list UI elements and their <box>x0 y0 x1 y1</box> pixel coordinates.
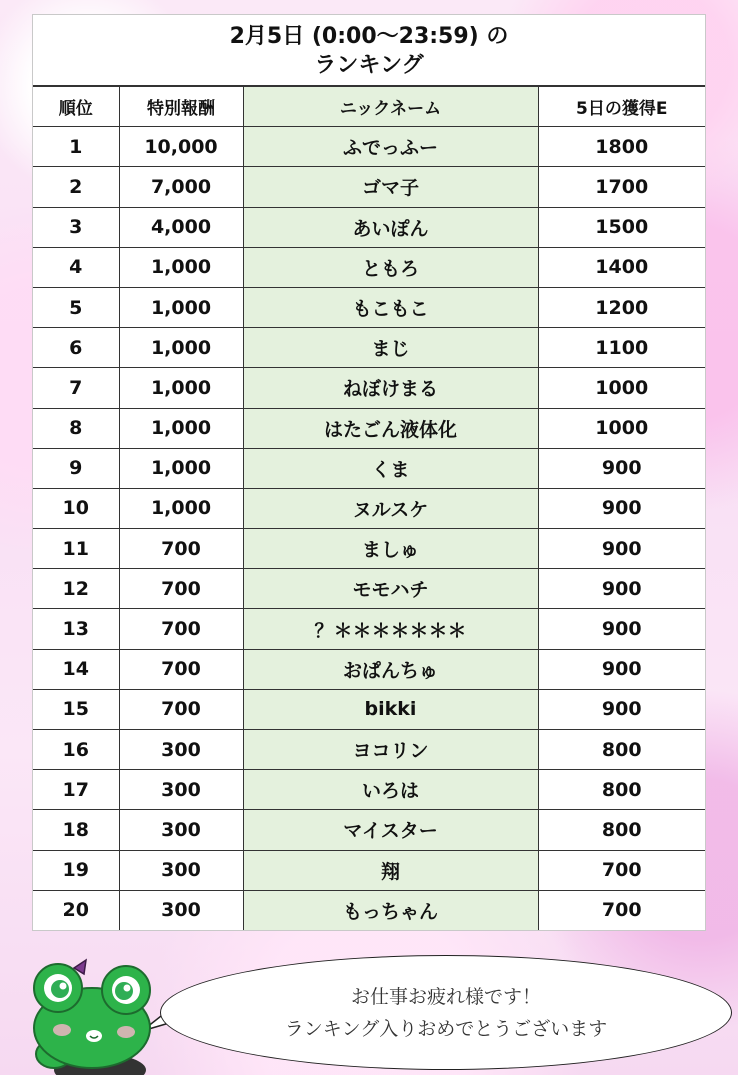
nickname-cell: ヨコリン <box>243 730 538 770</box>
nickname-cell: ねぼけまる <box>243 368 538 408</box>
points-cell: 900 <box>538 488 705 528</box>
speech-bubble <box>160 955 732 1070</box>
points-cell: 1000 <box>538 408 705 448</box>
ranking-panel <box>32 14 706 931</box>
reward-cell: 300 <box>119 890 243 930</box>
points-cell: 900 <box>538 649 705 689</box>
table-row <box>33 488 705 528</box>
reward-cell: 10,000 <box>119 127 243 167</box>
reward-cell: 1,000 <box>119 247 243 287</box>
table-row <box>33 890 705 930</box>
rank-cell: 16 <box>33 730 119 770</box>
rank-cell: 9 <box>33 448 119 488</box>
points-cell: 800 <box>538 770 705 810</box>
header-points: 5日の獲得E <box>538 87 705 127</box>
speech-line-2: ランキング入りおめでとうございます <box>284 1017 608 1040</box>
table-row <box>33 368 705 408</box>
nickname-cell: モモハチ <box>243 569 538 609</box>
reward-cell: 300 <box>119 730 243 770</box>
table-row <box>33 770 705 810</box>
points-cell: 800 <box>538 730 705 770</box>
rank-cell: 11 <box>33 529 119 569</box>
rank-cell: 2 <box>33 167 119 207</box>
nickname-cell: おぱんちゅ <box>243 649 538 689</box>
reward-cell: 300 <box>119 850 243 890</box>
header-nickname: ニックネーム <box>243 87 538 127</box>
table-row <box>33 287 705 327</box>
nickname-cell: ？＊＊＊＊＊＊＊ <box>243 609 538 649</box>
nickname-cell: bikki <box>243 689 538 729</box>
reward-cell: 1,000 <box>119 287 243 327</box>
table-row <box>33 247 705 287</box>
table-row <box>33 810 705 850</box>
reward-cell: 700 <box>119 649 243 689</box>
ranking-title <box>33 15 705 86</box>
points-cell: 900 <box>538 529 705 569</box>
rank-cell: 20 <box>33 890 119 930</box>
points-cell: 1200 <box>538 287 705 327</box>
rank-cell: 1 <box>33 127 119 167</box>
table-row <box>33 689 705 729</box>
rank-cell: 14 <box>33 649 119 689</box>
points-cell: 700 <box>538 890 705 930</box>
table-row <box>33 730 705 770</box>
points-cell: 1100 <box>538 328 705 368</box>
rank-cell: 6 <box>33 328 119 368</box>
table-row <box>33 328 705 368</box>
table-row <box>33 448 705 488</box>
table-row <box>33 207 705 247</box>
nickname-cell: ともろ <box>243 247 538 287</box>
points-cell: 800 <box>538 810 705 850</box>
reward-cell: 1,000 <box>119 448 243 488</box>
header-rank: 順位 <box>33 87 119 127</box>
nickname-cell: もこもこ <box>243 287 538 327</box>
rank-cell: 18 <box>33 810 119 850</box>
reward-cell: 700 <box>119 529 243 569</box>
rank-cell: 4 <box>33 247 119 287</box>
points-cell: 900 <box>538 569 705 609</box>
points-cell: 1500 <box>538 207 705 247</box>
points-cell: 900 <box>538 689 705 729</box>
table-row <box>33 529 705 569</box>
nickname-cell: くま <box>243 448 538 488</box>
table-row <box>33 167 705 207</box>
table-row <box>33 569 705 609</box>
nickname-cell: 翔 <box>243 850 538 890</box>
rank-cell: 3 <box>33 207 119 247</box>
speech-line-1: お仕事お疲れ様です！ <box>350 985 541 1008</box>
points-cell: 1800 <box>538 127 705 167</box>
reward-cell: 300 <box>119 810 243 850</box>
reward-cell: 700 <box>119 689 243 729</box>
header-reward: 特別報酬 <box>119 87 243 127</box>
title-line-2: ランキング <box>314 53 424 78</box>
points-cell: 1400 <box>538 247 705 287</box>
table-row <box>33 609 705 649</box>
nickname-cell: ゴマ子 <box>243 167 538 207</box>
rank-cell: 12 <box>33 569 119 609</box>
nickname-cell: ましゅ <box>243 529 538 569</box>
reward-cell: 700 <box>119 569 243 609</box>
rank-cell: 15 <box>33 689 119 729</box>
nickname-cell: もっちゃん <box>243 890 538 930</box>
reward-cell: 4,000 <box>119 207 243 247</box>
points-cell: 1000 <box>538 368 705 408</box>
rank-cell: 8 <box>33 408 119 448</box>
nickname-cell: はたごん液体化 <box>243 408 538 448</box>
table-row <box>33 127 705 167</box>
title-line-1: 2月5日 (0:00〜23:59) の <box>229 24 509 49</box>
table-row <box>33 408 705 448</box>
nickname-cell: ヌルスケ <box>243 488 538 528</box>
rank-cell: 13 <box>33 609 119 649</box>
table-row <box>33 850 705 890</box>
rank-cell: 10 <box>33 488 119 528</box>
points-cell: 900 <box>538 609 705 649</box>
reward-cell: 300 <box>119 770 243 810</box>
frog-mascot-icon <box>14 958 166 1075</box>
reward-cell: 700 <box>119 609 243 649</box>
reward-cell: 1,000 <box>119 368 243 408</box>
points-cell: 900 <box>538 448 705 488</box>
ranking-table <box>33 86 705 930</box>
table-row <box>33 649 705 689</box>
rank-cell: 7 <box>33 368 119 408</box>
points-cell: 700 <box>538 850 705 890</box>
reward-cell: 1,000 <box>119 488 243 528</box>
nickname-cell: マイスター <box>243 810 538 850</box>
reward-cell: 1,000 <box>119 408 243 448</box>
points-cell: 1700 <box>538 167 705 207</box>
rank-cell: 5 <box>33 287 119 327</box>
nickname-cell: あいぽん <box>243 207 538 247</box>
rank-cell: 19 <box>33 850 119 890</box>
table-header-row <box>33 87 705 127</box>
nickname-cell: いろは <box>243 770 538 810</box>
nickname-cell: ふでっふー <box>243 127 538 167</box>
reward-cell: 7,000 <box>119 167 243 207</box>
rank-cell: 17 <box>33 770 119 810</box>
nickname-cell: まじ <box>243 328 538 368</box>
reward-cell: 1,000 <box>119 328 243 368</box>
